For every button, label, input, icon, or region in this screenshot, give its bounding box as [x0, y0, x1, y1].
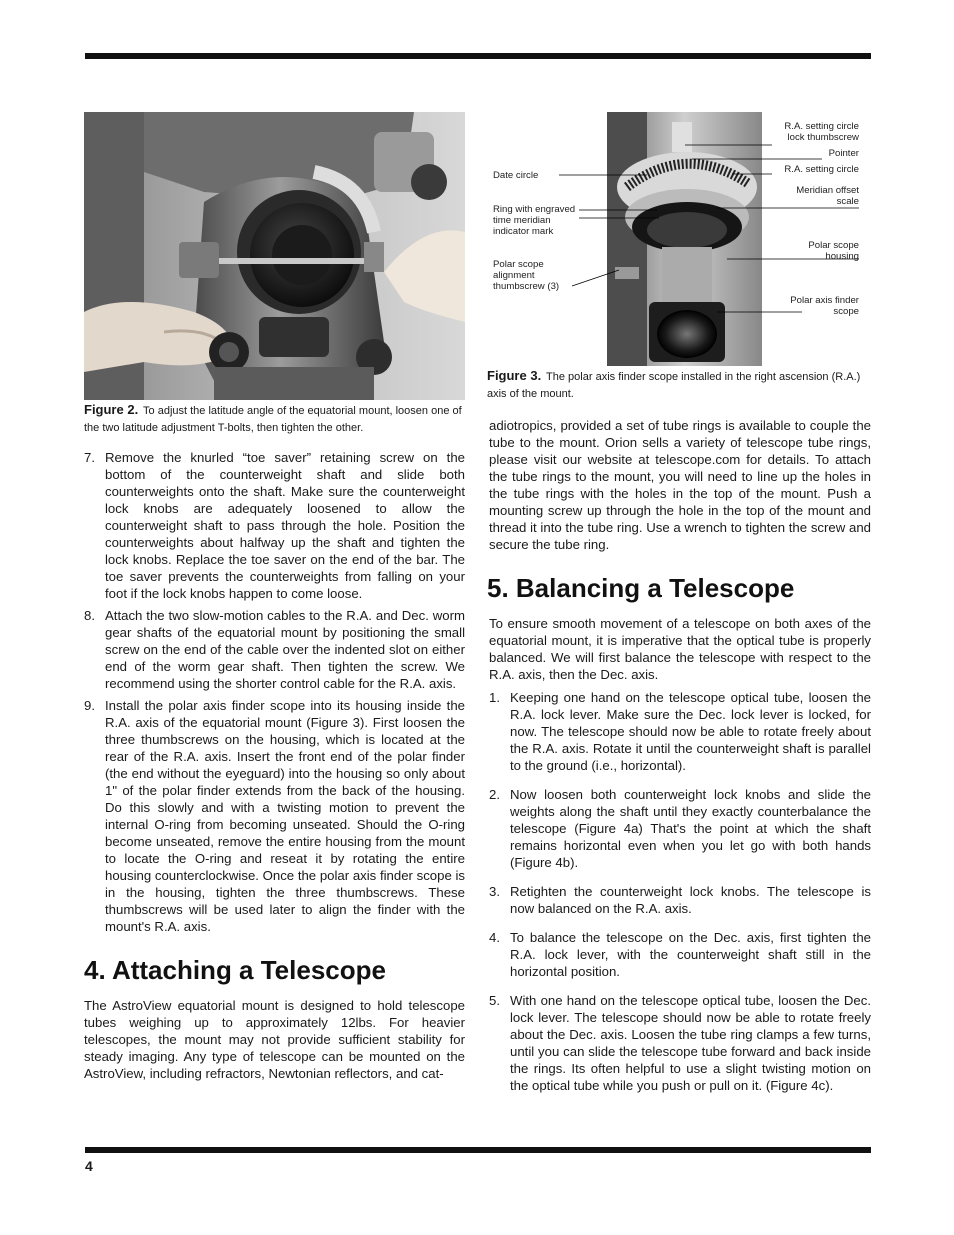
- label-polar-axis-finder-scope: Polar axis finder scope: [790, 295, 859, 317]
- list-number: 7.: [84, 450, 95, 465]
- list-text: Attach the two slow-motion cables to the R.A. and Dec. worm gear shafts of the equatorial mount by positioning the small screw on the end of the cable over the indented slot on either end of the worm gear shaft. Then tighten the screw. We recommend using the shorter control cable for the R.A. axis.: [105, 608, 465, 691]
- top-rule: [85, 53, 871, 59]
- list-number: 8.: [84, 608, 95, 623]
- figure-2-photo: [84, 112, 465, 400]
- list-text: To balance the telescope on the Dec. axis, first tighten the R.A. lock lever, with the counterweight shaft still in the horizontal position.: [510, 930, 871, 979]
- balancing-steps: [487, 689, 871, 1094]
- label-ring-meridian-mark: Ring with engraved time meridian indicator mark: [493, 204, 576, 237]
- list-number: 1.: [489, 690, 500, 705]
- list-number: 9.: [84, 698, 95, 713]
- figure-3-label: Figure 3.: [487, 368, 542, 383]
- list-text: With one hand on the telescope optical tube, loosen the Dec. lock lever. The telescope should now be able to rotate freely about the Dec. axis. Loosen the tube ring clamps a few turns, until you can slide the telescope tube forward and back inside the rings. Its often helpful to use a slight twisting motion on the optical tube while you push or pull on it. (Figure 4c).: [510, 993, 871, 1093]
- list-item: [84, 607, 465, 692]
- list-item: [489, 689, 871, 774]
- label-pointer: Pointer: [828, 148, 859, 159]
- figure-2-caption-text: To adjust the latitude angle of the equatorial mount, loosen one of the two latitude adjustment T-bolts, then tighten the other.: [84, 405, 462, 434]
- list-number: 3.: [489, 884, 500, 899]
- list-number: 2.: [489, 787, 500, 802]
- list-text: Retighten the counterweight lock knobs. The telescope is now balanced on the R.A. axis.: [510, 884, 871, 916]
- label-ra-lock-thumbscrew: R.A. setting circle lock thumbscrew: [784, 121, 859, 143]
- bottom-rule: [85, 1147, 871, 1153]
- list-text: Install the polar axis finder scope into its housing inside the R.A. axis of the equatorial mount (Figure 3). First loosen the three thumbscrews on the housing, which is located at the rear of the R.A. axis. Insert the front end of the polar finder (the end without the eyeguard) into the housing so only about 1" of the polar finder extends from the back of the housing. Do this slowly and with a twisting motion to prevent the internal O-ring from becoming unseated. Should the O-ring become unseated, remove the entire housing from the mount to locate the O-ring and reseat it by rotating the entire housing counterclockwise. Once the polar axis finder scope is in the housing, tighten the three thumbscrews. These thumbscrews will be used later to align the finder with the mount's R.A. axis.: [105, 698, 465, 934]
- figure-3-caption: [487, 367, 871, 403]
- list-item: [489, 786, 871, 871]
- left-column: [84, 112, 465, 1082]
- section-5-intro: To ensure smooth movement of a telescope on both axes of the equatorial mount, it is imperative that the optical tube is properly balanced. We will first balance the telescope with respect to the R.A. axis, then the Dec. axis.: [489, 616, 871, 682]
- label-ra-setting-circle: R.A. setting circle: [784, 164, 859, 175]
- list-item: [84, 697, 465, 935]
- list-number: 5.: [489, 993, 500, 1008]
- page-number: 4: [85, 1158, 93, 1174]
- section-4-body: The AstroView equatorial mount is designed to hold telescope tubes weighing up to approximately 12lbs. For heavier telescopes, the mount may not provide sufficient stability for steady imaging. Any type of telescope can be mounted on the AstroView, including refractors, Newtonian reflectors, and cat-: [84, 998, 465, 1081]
- list-item: [84, 449, 465, 602]
- figure-2-label: Figure 2.: [84, 402, 139, 417]
- label-alignment-thumbscrew: Polar scope alignment thumbscrew (3): [493, 259, 560, 292]
- installation-steps: [84, 449, 465, 935]
- label-polar-scope-housing: Polar scope housing: [808, 240, 859, 262]
- list-item: [489, 992, 871, 1094]
- equatorial-mount-photo: [84, 112, 465, 400]
- list-text: Keeping one hand on the telescope optical tube, loosen the R.A. lock lever. Make sure the Dec. lock lever is locked, for now. The telescope should now be able to rotate freely about the R.A. axis. Rotate it until the counterweight shaft is parallel to the ground (i.e., horizontal).: [510, 690, 871, 773]
- figure-3: [487, 112, 871, 366]
- section-5-heading: 5. Balancing a Telescope: [487, 573, 795, 603]
- label-date-circle: Date circle: [493, 170, 539, 181]
- label-meridian-offset-scale: Meridian offset scale: [796, 185, 859, 207]
- figure-2-caption: [84, 401, 465, 437]
- figure-3-caption-text: The polar axis finder scope installed in the right ascension (R.A.) axis of the mount.: [487, 371, 861, 400]
- section-4-continued: adiotropics, provided a set of tube rings is available to couple the tube to the mount. Orion sells a variety of telescope tube rings, please visit our website at telescope.com for details. To attach the tube rings to the mount, you will need to line up the holes in the tube rings with the holes in the top of the mount. Push a mounting screw up through the hole in the top of the mount and thread it into the tube ring. Use a wrench to tighten the screw and secure the tube ring.: [489, 418, 871, 552]
- section-4-heading: 4. Attaching a Telescope: [84, 955, 386, 985]
- right-column: [487, 112, 871, 1099]
- list-number: 4.: [489, 930, 500, 945]
- list-text: Remove the knurled “toe saver” retaining screw on the bottom of the counterweight shaft and slide both counterweights onto the shaft. Make sure the counterweight lock knobs are adequately loosened to allow the counterweight shaft to pass through the hole. Position the counterweights about halfway up the shaft and tighten the lock knobs. Replace the toe saver on the end of the bar. The toe saver prevents the counterweights from falling on your foot if the lock knobs happen to come loose.: [105, 450, 465, 601]
- list-item: [489, 883, 871, 917]
- list-text: Now loosen both counterweight lock knobs and slide the weights along the shaft until they exactly counterbalance the telescope (Figure 4a) That's the point at which the shaft remains horizontal even when you let go with both hands (Figure 4b).: [510, 787, 871, 870]
- list-item: [489, 929, 871, 980]
